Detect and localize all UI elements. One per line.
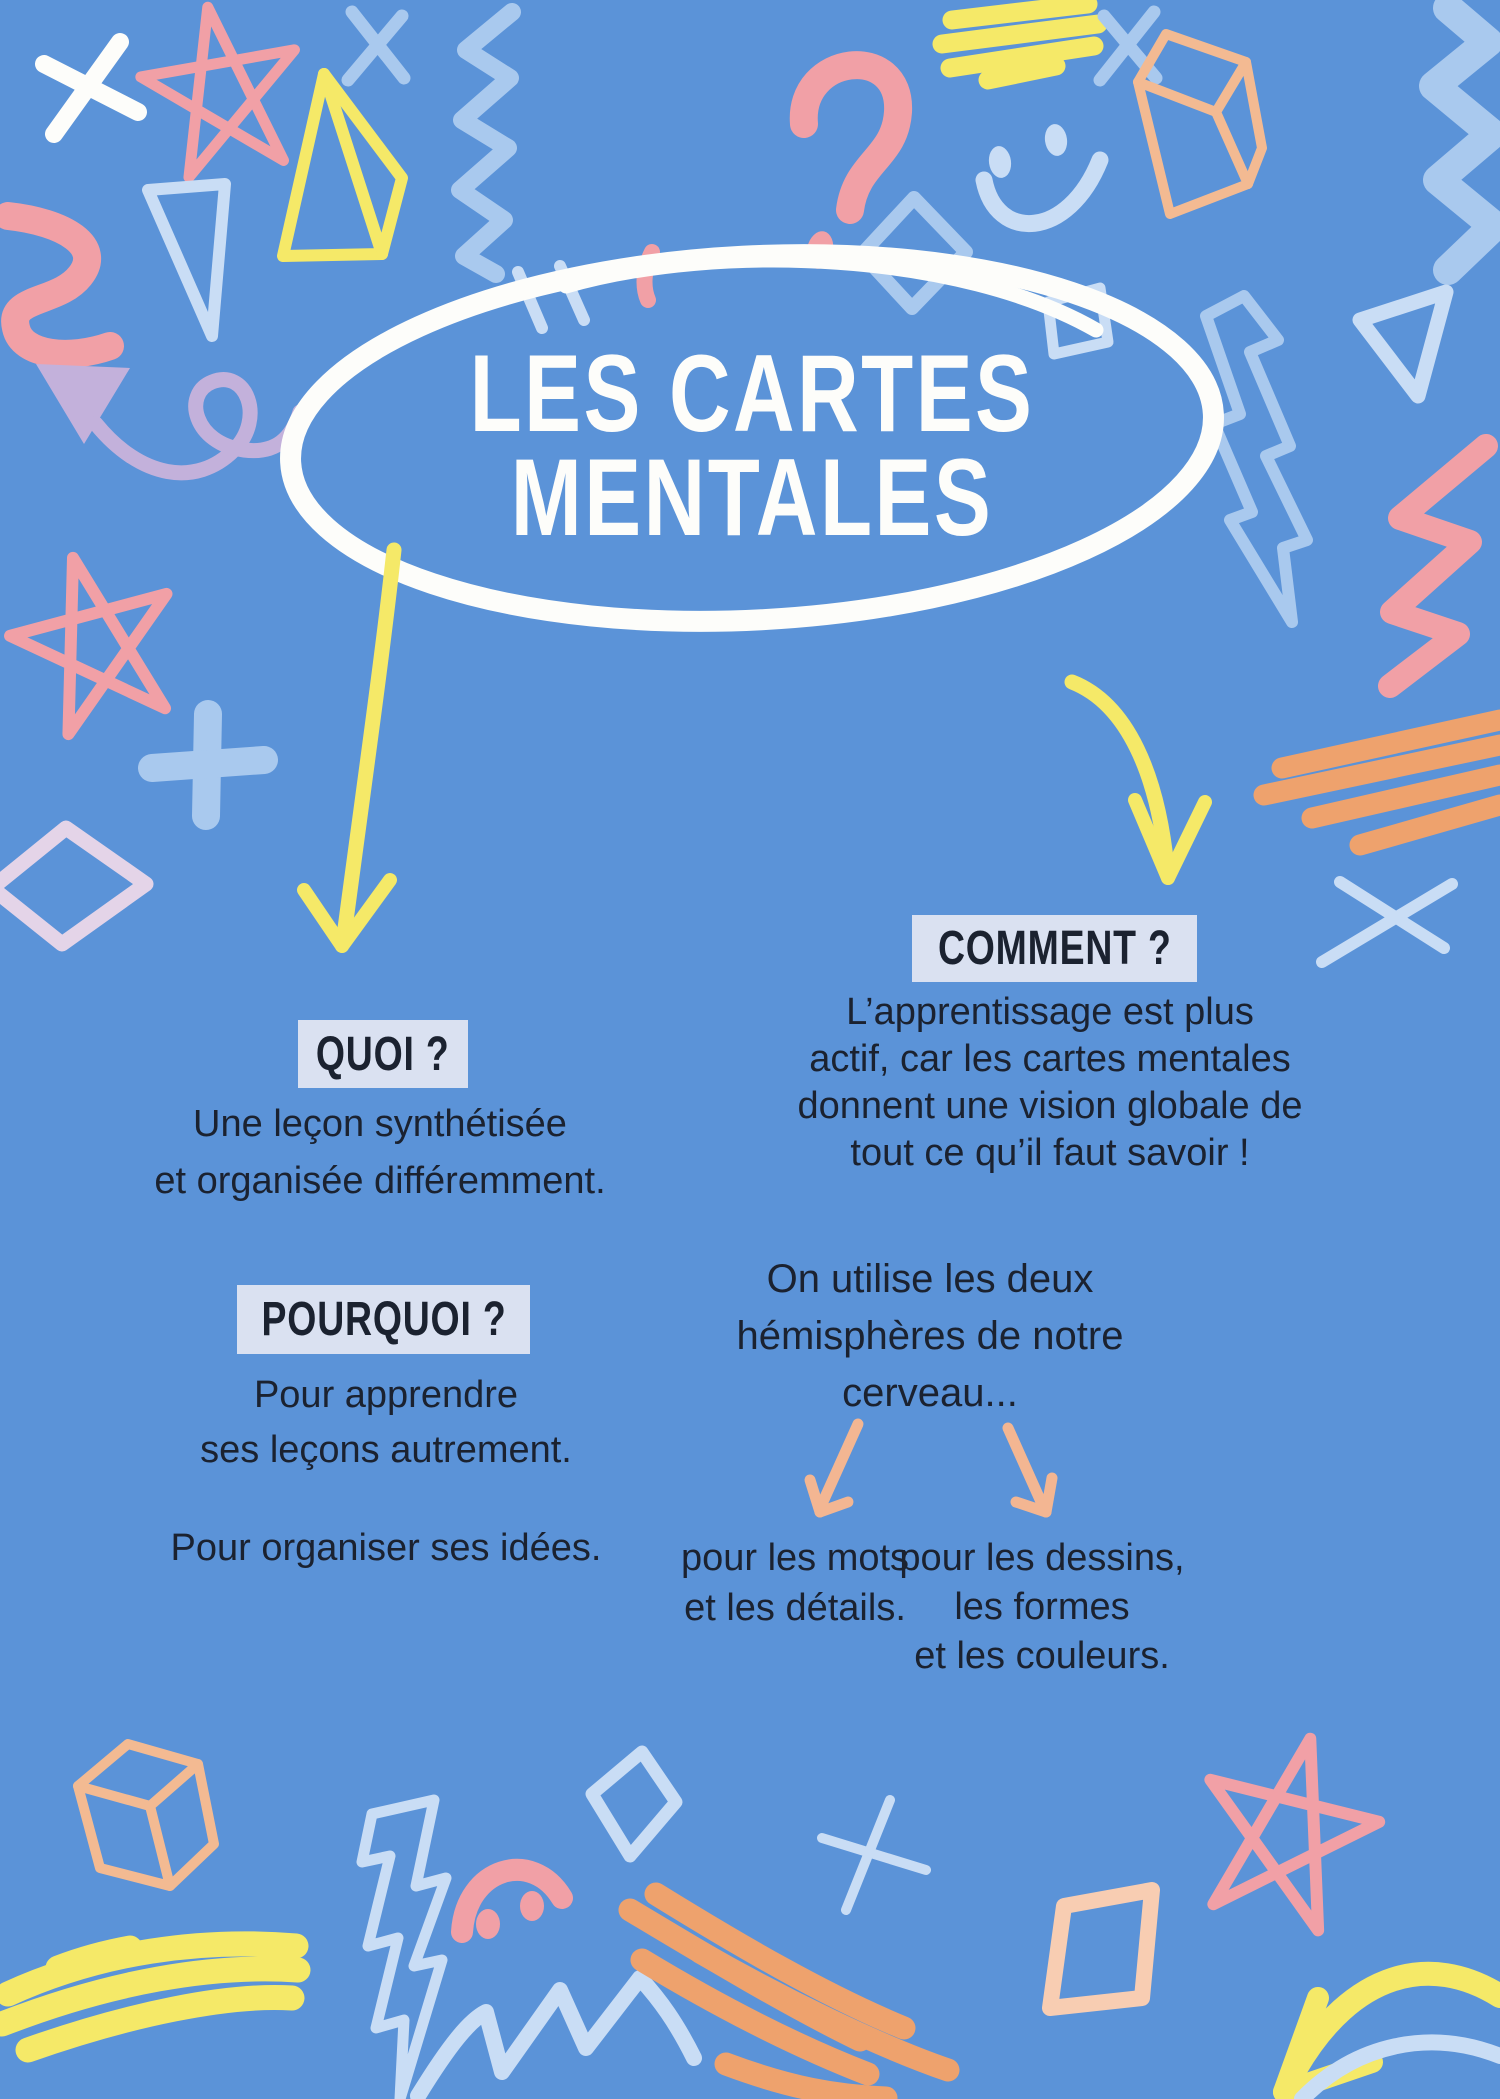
cube-doodle-peach-bottom (78, 1744, 214, 1886)
diamond-doodle-lavender (0, 828, 146, 944)
arrow-doodle-yellow-right (1072, 682, 1205, 878)
section-label-quoi-text: QUOI ? (316, 1027, 450, 1081)
cerveau-line-1: On utilise les deux (766, 1257, 1094, 1301)
curve-doodle-blue-bottomright (1302, 2042, 1500, 2099)
triangle-doodle-blue-right (1360, 292, 1446, 396)
section-label-pourquoi-text: POURQUOI ? (261, 1293, 506, 1346)
comment-line-2: actif, car les cartes mentales (809, 1038, 1291, 1080)
quoi-paragraph (130, 1096, 630, 1210)
diamond-doodle-blue-bottom (592, 1752, 676, 1856)
pourquoi-line-2: ses leçons autrement. (200, 1429, 572, 1471)
comment-line-1: L’apprentissage est plus (846, 991, 1254, 1033)
poster-title-line-2: MENTALES (510, 437, 994, 560)
pourquoi-paragraph (136, 1368, 636, 1478)
frown-doodle-pink (462, 1870, 562, 1939)
x-doodle-white (44, 42, 138, 134)
triangle-doodle-blue-topleft (148, 184, 225, 336)
dessins-line-3: et les couleurs. (914, 1635, 1170, 1677)
cerveau-line-3: cerveau... (842, 1371, 1018, 1415)
star-doodle-pink-top (131, 0, 313, 182)
scribble-doodle-orange-right (1264, 720, 1500, 845)
x-doodle-blue-bottom (822, 1800, 926, 1910)
poster-title (373, 333, 1131, 560)
squiggle-doodle-blue-bottom (418, 1978, 694, 2096)
arrow-doodle-yellow-left (304, 550, 394, 946)
zigzag-doodle-blue-topright (1434, 8, 1494, 270)
dessins-line-2: les formes (954, 1586, 1130, 1628)
squiggle-doodle-pink-left (8, 216, 110, 354)
dessins-line-1: pour les dessins, (899, 1537, 1185, 1579)
cube-doodle-peach-top (1138, 34, 1262, 214)
arc-arrow-doodle-yellow (1284, 1974, 1500, 2092)
scribble-doodle-yellow-bottom (2, 1944, 298, 2050)
curl-arrow-doodle-lavender (36, 364, 300, 473)
zigzag-doodle-blue-top (460, 12, 512, 274)
x-doodle-blue-midright (1322, 882, 1452, 962)
comment-line-3: donnent une vision globale de (797, 1085, 1303, 1127)
scribble-doodle-orange-bottom (630, 1894, 948, 2098)
mots-line-1: pour les mots (680, 1537, 910, 1579)
cerveau-line-2: hémisphères de notre (736, 1314, 1124, 1358)
quoi-line-1: Une leçon synthétisée (193, 1103, 567, 1145)
section-label-pourquoi (237, 1285, 530, 1354)
arrow-doodle-salmon-left (810, 1424, 858, 1512)
section-label-quoi (298, 1020, 468, 1088)
plus-doodle-blue (152, 714, 264, 816)
star-doodle-pink-bottom (1181, 1718, 1394, 1939)
cerveau-right-branch (862, 1534, 1222, 1681)
pourquoi-line-1: Pour apprendre (253, 1374, 519, 1416)
pyramid-doodle-yellow (283, 74, 402, 256)
zigzag-doodle-pink-right (1390, 446, 1486, 686)
quoi-line-2: et organisée différemment. (154, 1160, 606, 1202)
scribble-doodle-yellow-top (942, 4, 1098, 80)
comment-line-4: tout ce qu’il faut savoir ! (850, 1132, 1250, 1174)
star-doodle-pink-left (0, 537, 195, 742)
poster-title-line-1: LES CARTES (469, 333, 1035, 456)
section-label-comment (912, 915, 1197, 982)
pourquoi-extra-paragraph: Pour organiser ses idées. (170, 1527, 602, 1569)
cerveau-paragraph (680, 1251, 1180, 1422)
x-doodle-blue-left (348, 12, 404, 80)
comment-paragraph (790, 989, 1310, 1177)
mots-line-2: et les détails. (684, 1587, 906, 1629)
square-doodle-peach-bottom (1050, 1890, 1152, 2008)
lightning-doodle-blue-bottom (362, 1800, 446, 2099)
section-label-comment-text: COMMENT ? (937, 922, 1172, 975)
lightning-doodle-blue-right (1206, 296, 1307, 622)
arrow-doodle-salmon-right (1008, 1428, 1052, 1512)
smiley-doodle-blue (984, 123, 1100, 224)
